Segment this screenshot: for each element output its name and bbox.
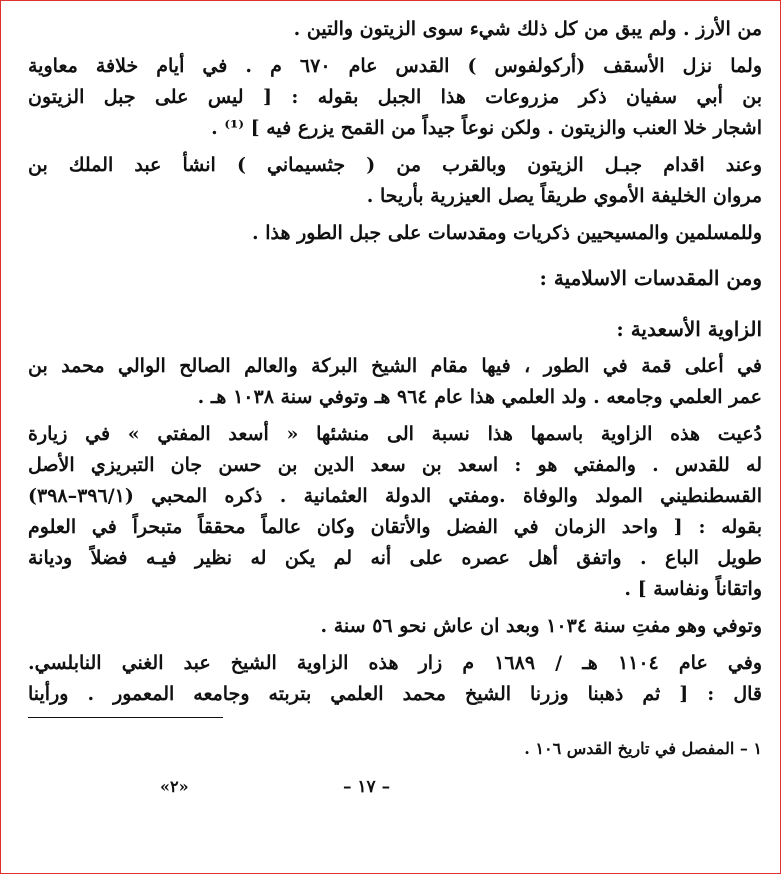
text-line-14: القسطنطيني المولد والوفاة .ومفتي الدولة العثمانية . ذكره المحبي (٣٩٦/١–٣٩٨): [28, 485, 762, 507]
text-line-7: وللمسلمين والمسيحيين ذكريات ومقدسات على جبل الطور هذا .: [251, 222, 762, 244]
text-line-3: بن أبي سفيان ذكر مزروعات هذا الجبل بقوله : [ ليس على جبل الزيتون: [28, 86, 762, 108]
text-line-10: في أعلى قمة في الطور ، فيها مقام الشيخ البركة والعالم الصالح الوالي محمد بن: [28, 355, 762, 377]
document-page: [28, 14, 762, 797]
text-line-16: طويل الباع . واتفق أهل عصره على أنه لم يكن له نظير فيـه فضلاً وديانة: [28, 547, 762, 569]
part-number: «٢»: [160, 777, 189, 796]
text-line-5: وعند اقدام جبـل الزيتون وبالقرب من ( جثسيماني ) انشأ عبد الملك بن: [28, 154, 762, 176]
text-line-12: دُعيت هذه الزاوية باسمها هذا نسبة الى منشئها « أسعد المفتي » في زيارة: [28, 423, 762, 445]
text-line-20: قال : [ ثم ذهبنا وزرنا الشيخ محمد العلمي بتربته وجامعه المعمور . ورأينا: [28, 683, 762, 705]
footnote: ١ – المفصل في تاريخ القدس ١٠٦ .: [524, 739, 762, 758]
text-line-4: اشجار خلا العنب والزيتون . ولكن نوعاً جيداً من القمح يزرع فيه ] ⁽¹⁾ .: [211, 117, 762, 139]
footnote-divider: [28, 717, 223, 718]
text-line-11: عمر العلمي وجامعه . ولد العلمي هذا عام ٩٦٤ هـ وتوفي سنة ١٠٣٨ هـ .: [197, 386, 762, 408]
text-line-17: واتقاناً ونفاسة ] .: [624, 578, 762, 600]
text-line-19: وفي عام ١١٠٤ هـ / ١٦٨٩ م زار هذه الزاوية الشيخ عبد الغني النابلسي.: [28, 652, 762, 674]
text-line-13: له للقدس . والمفتي هو : اسعد بن سعد الدين بن حسن جان التبريزي الأصل: [28, 454, 762, 476]
text-line-6: مروان الخليفة الأموي طريقاً يصل العيزرية بأريحا .: [366, 185, 762, 207]
subsection-heading: الزاوية الأسعدية :: [616, 317, 762, 341]
text-line-2: ولما نزل الأسقف (أركولفوس ) القدس عام ٦٧٠ م . في أيام خلافة معاوية: [28, 55, 762, 77]
text-line-18: وتوفي وهو مفتِ سنة ١٠٣٤ وبعد ان عاش نحو ٥٦ سنة .: [320, 615, 762, 637]
text-line-15: بقوله : [ واحد الزمان في الفضل والأتقان وكان عالماً محققاً متبحراً في العلوم: [28, 516, 762, 538]
section-heading: ومن المقدسات الاسلامية :: [539, 266, 762, 290]
page-number: – ١٧ –: [343, 777, 391, 797]
text-line-1: من الأرز . ولم يبق من كل ذلك شيء سوى الزيتون والتين .: [293, 18, 762, 40]
